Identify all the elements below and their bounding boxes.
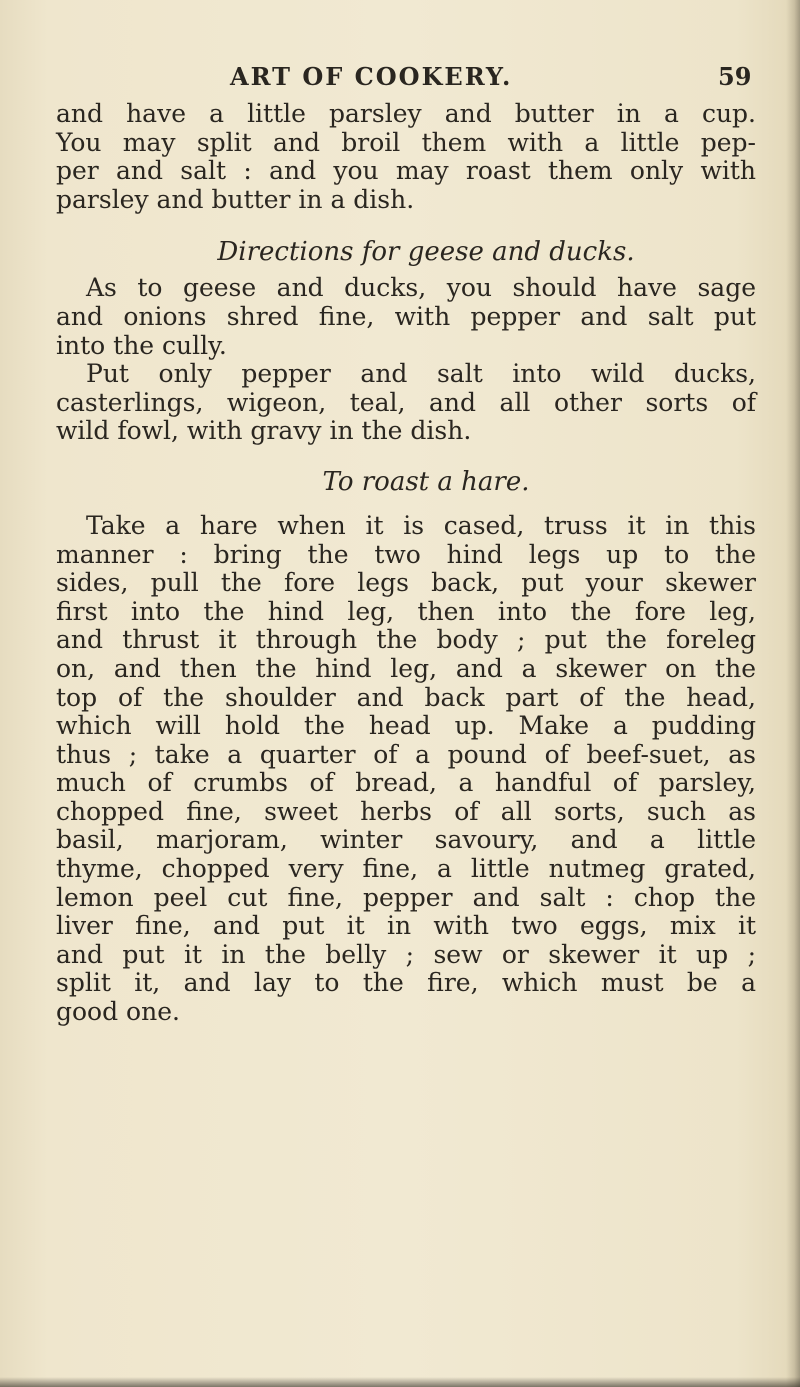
text-line: split it, and lay to the fire, which must be a [56, 968, 756, 998]
running-title: ART OF COOKERY. [230, 62, 513, 91]
text-line: casterlings, wigeon, teal, and all other sorts of [56, 387, 756, 417]
page-edge-shadow [786, 0, 800, 1387]
text-line: Put only pepper and salt into wild ducks, [86, 359, 756, 389]
text-line: which will hold the head up. Make a pudding [56, 711, 756, 741]
text-line: and onions shred fine, with pepper and salt put [56, 301, 756, 331]
text-line: chopped fine, sweet herbs of all sorts, such as [56, 796, 756, 826]
text-line: sides, pull the fore legs back, put your skewer [56, 568, 756, 598]
text-line: basil, marjoram, winter savoury, and a little [56, 825, 756, 855]
page-body [56, 100, 756, 1027]
text-line: and put it in the belly ; sew or skewer it up ; [56, 939, 756, 969]
text-line: top of the shoulder and back part of the head, [56, 682, 756, 712]
text-line: into the cully. [56, 330, 227, 360]
text-line: good one. [56, 997, 180, 1027]
text-line: much of crumbs of bread, a handful of parsley, [56, 768, 756, 798]
text-line: and thrust it through the body ; put the foreleg [56, 625, 756, 655]
text-line: and have a little parsley and butter in a cup. [56, 99, 756, 128]
text-line: manner : bring the two hind legs up to the [56, 539, 756, 569]
page-number: 59 [718, 62, 752, 91]
text-line: on, and then the hind leg, and a skewer on the [56, 653, 756, 683]
text-line: Take a hare when it is cased, truss it in this [86, 510, 756, 540]
text-line: You may split and broil them with a little pep- [56, 127, 756, 157]
section-heading: Directions for geese and ducks. [217, 237, 635, 268]
text-line: wild fowl, with gravy in the dish. [56, 416, 472, 446]
text-line: As to geese and ducks, you should have sage [86, 273, 756, 303]
text-line: parsley and butter in a dish. [56, 184, 415, 214]
page-bottom-shadow [0, 1377, 800, 1387]
text-line: thyme, chopped very fine, a little nutmeg grated, [56, 854, 756, 884]
running-head [0, 62, 800, 92]
text-line: lemon peel cut fine, pepper and salt : chop the [56, 882, 756, 912]
text-line: per and salt : and you may roast them only with [56, 156, 756, 186]
section-heading: To roast a hare. [322, 466, 530, 497]
text-line: first into the hind leg, then into the fore leg, [56, 596, 756, 626]
text-line: thus ; take a quarter of a pound of beef-suet, as [56, 739, 756, 769]
text-line: liver fine, and put it in with two eggs, mix it [56, 911, 756, 941]
